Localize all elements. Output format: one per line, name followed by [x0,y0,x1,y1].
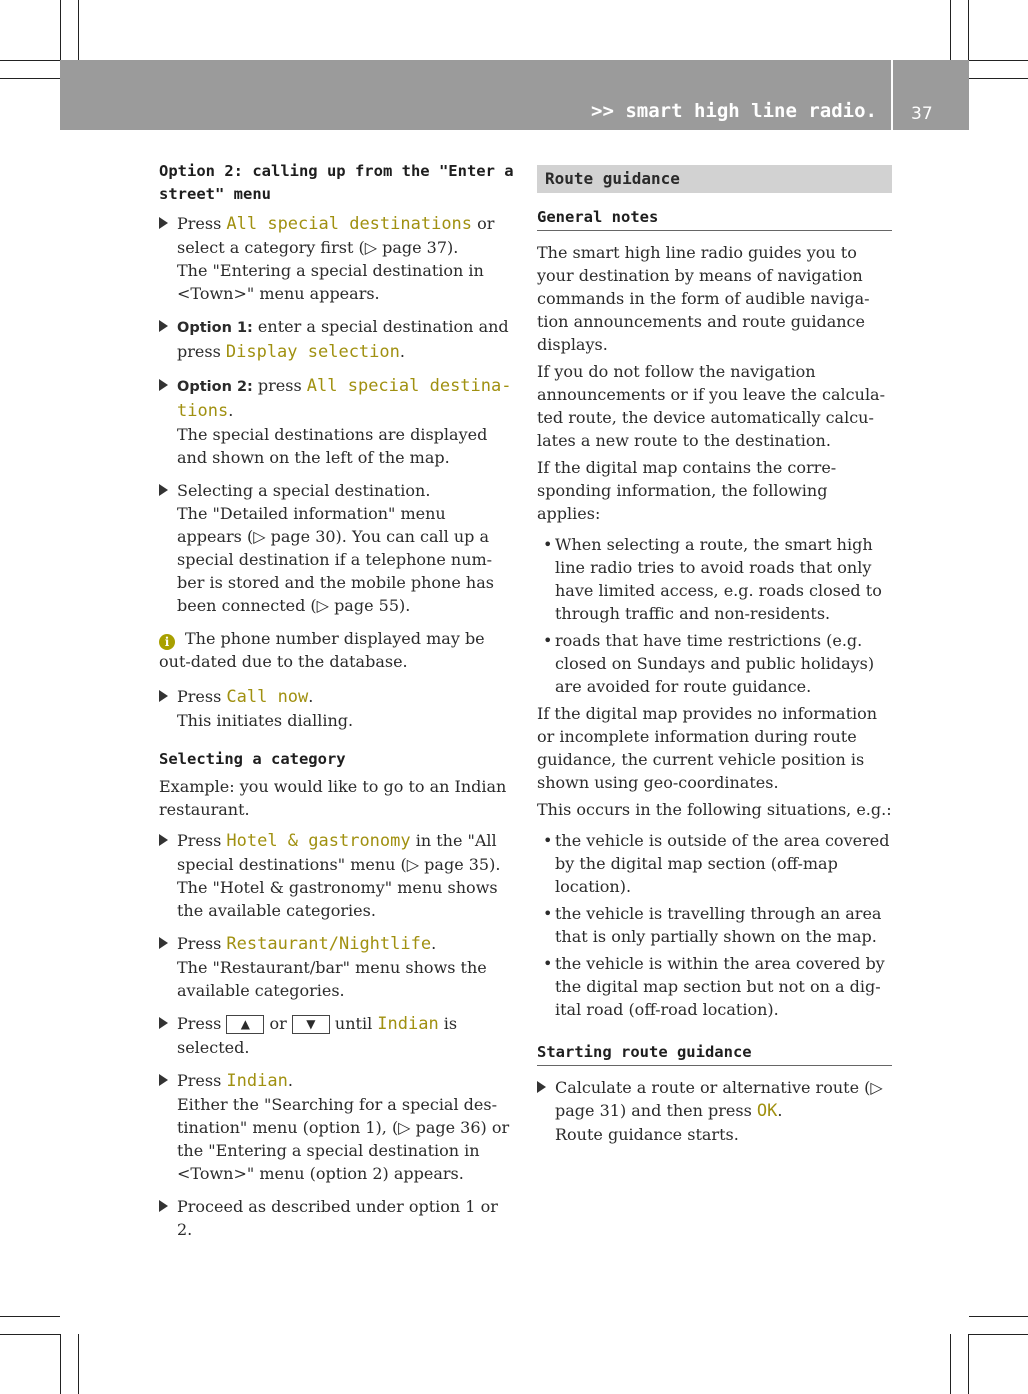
crop-mark [969,1316,1028,1317]
step [159,1012,515,1059]
list-item [537,829,892,898]
step-result: The special destinations are displayed and shown on the left of the map. [177,425,488,467]
step [159,374,515,469]
up-key-icon: ▲ [226,1015,264,1034]
step-result: The "Detailed information" menu appears (▷ page 30). You can call up a special destination if a telephone num-ber is stored and the mobile phone has been connected (▷ page 55). [177,504,494,615]
list-item [537,902,892,948]
step-result: The "Restaurant/bar" menu shows the available categories. [177,958,487,1000]
step-text: is selected. [177,1014,458,1057]
bullet: • [543,954,553,973]
step-text: Press [177,214,227,233]
step-result: The "Entering a special destination in <Town>" menu appears. [177,261,484,303]
page-number: 37 [911,104,933,124]
crop-mark [969,78,1028,79]
step [159,1195,515,1241]
step-text: Press [177,687,227,706]
ui-element-text: Indian [377,1014,439,1034]
ui-element-text: Display selection [225,342,400,362]
paragraph: This occurs in the following situations, e.g.: [537,800,892,819]
step-arrow-icon [159,379,168,391]
crop-mark [0,1334,60,1335]
crop-mark [0,60,60,61]
example-text: Example: you would like to go to an Indian restaurant. [159,777,507,819]
step-arrow-icon [159,834,168,846]
step-text: enter a special destination and press [177,317,509,361]
crop-mark [968,1334,969,1394]
step-arrow-icon [159,484,168,496]
step [159,479,515,617]
step-arrow-icon [159,320,168,332]
bullet: • [543,631,553,650]
section-heading: Option 2: calling up from the "Enter a street" menu [159,162,514,203]
ui-element-text: Indian [226,1071,288,1091]
step-text: . [777,1101,783,1120]
subsection-heading: Starting route guidance [537,1041,892,1066]
list-item [537,533,892,625]
step-text: press [252,376,307,395]
crop-mark [968,0,969,60]
info-text: The phone number displayed may be out-dated due to the database. [159,629,485,671]
paragraph: If the digital map contains the corre-sponding information, the following applies: [537,458,837,523]
ui-element-text: All special destinations [226,214,473,234]
section-heading: Selecting a category [159,750,346,768]
step-text: Press [177,1014,227,1033]
step-result: This initiates dialling. [177,711,354,730]
step [159,829,515,922]
step-text: in the "All special destinations" menu (▷ page 35). [177,831,501,874]
step-text: Calculate a route or alternative route (▷ page 31) and then press [555,1078,883,1120]
crop-mark [950,1334,951,1394]
crop-mark [969,60,1028,61]
bullet: • [543,904,553,923]
step-arrow-icon [159,1017,168,1029]
section-title: Route guidance [537,165,892,193]
step-text: or select a category first (▷ page 37). [177,214,495,257]
step-text: or [264,1014,292,1033]
list-item [537,629,892,698]
step-result: Either the "Searching for a special des-tination" menu (option 1), (▷ page 36) or the "Entering a special destination in <Town>" menu (option 2) appears. [177,1095,510,1183]
crop-mark [78,0,79,60]
info-icon: i [159,634,175,650]
page-number-box [893,60,969,130]
step-arrow-icon [159,690,168,702]
step-arrow-icon [159,937,168,949]
step-text: Press [177,1071,227,1090]
step-text: until [329,1014,378,1033]
step [537,1076,892,1146]
down-key-icon: ▼ [292,1015,330,1034]
step-lead: Option 2: [177,379,253,395]
page-header [60,60,891,130]
crop-mark [0,1316,60,1317]
left-column [159,160,515,1251]
ui-element-text: Restaurant/Nightlife [226,934,432,954]
bullet: • [543,831,553,850]
crop-mark [60,0,61,60]
step-arrow-icon [159,217,168,229]
step-text: Proceed as described under option 1 or 2. [177,1197,498,1239]
crop-mark [0,78,60,79]
crop-mark [950,0,951,60]
step-text: Selecting a special destination. [177,481,431,500]
step [159,315,515,364]
right-column [537,160,892,1156]
header-title: >> smart high line radio. [591,100,877,122]
step-text: Press [177,831,227,850]
ui-element-text: All special destina-tions [177,376,512,421]
step-arrow-icon [159,1200,168,1212]
step-arrow-icon [159,1074,168,1086]
step [159,1069,515,1185]
bullet: • [543,535,553,554]
list-item-text: When selecting a route, the smart high line radio tries to avoid roads that only have limited access, e.g. roads closed to through traffic and non-residents. [555,535,882,623]
step-text: . [431,934,437,953]
step-arrow-icon [537,1081,546,1093]
ui-element-text: Hotel & gastronomy [226,831,411,851]
ui-element-text: OK [756,1101,778,1121]
step-lead: Option 1: [177,320,253,336]
step [159,212,515,305]
paragraph: The smart high line radio guides you to your destination by means of navigation commands in the form of audible naviga-tion announcements and route guidance displays. [537,243,870,354]
info-note [159,627,515,673]
step-text: Press [177,934,227,953]
crop-mark [78,1334,79,1394]
crop-mark [60,1334,61,1394]
list-item-text: the vehicle is travelling through an area that is only partially shown on the map. [555,904,882,946]
step [159,932,515,1002]
step-text: . [399,342,405,361]
step-text: . [228,401,234,420]
step [159,685,515,732]
list-item-text: the vehicle is outside of the area covered by the digital map section (off-map location). [555,831,890,896]
step-text: . [287,1071,293,1090]
paragraph: If you do not follow the navigation announcements or if you leave the calcula-ted route, the device automatically calcu-lates a new route to the destination. [537,362,885,450]
step-result: Route guidance starts. [555,1125,739,1144]
list-item [537,952,892,1021]
subsection-heading: General notes [537,206,892,231]
crop-mark [969,1334,1028,1335]
list-item-text: the vehicle is within the area covered by the digital map section but not on a dig-ital road (off-road location). [555,954,885,1019]
ui-element-text: Call now [226,687,309,707]
step-result: The "Hotel & gastronomy" menu shows the available categories. [177,878,498,920]
step-text: . [308,687,314,706]
paragraph: If the digital map provides no information or incomplete information during route guidance, the current vehicle position is shown using geo-coordinates. [537,704,878,792]
list-item-text: roads that have time restrictions (e.g. closed on Sundays and public holidays) are avoided for route guidance. [555,631,875,696]
